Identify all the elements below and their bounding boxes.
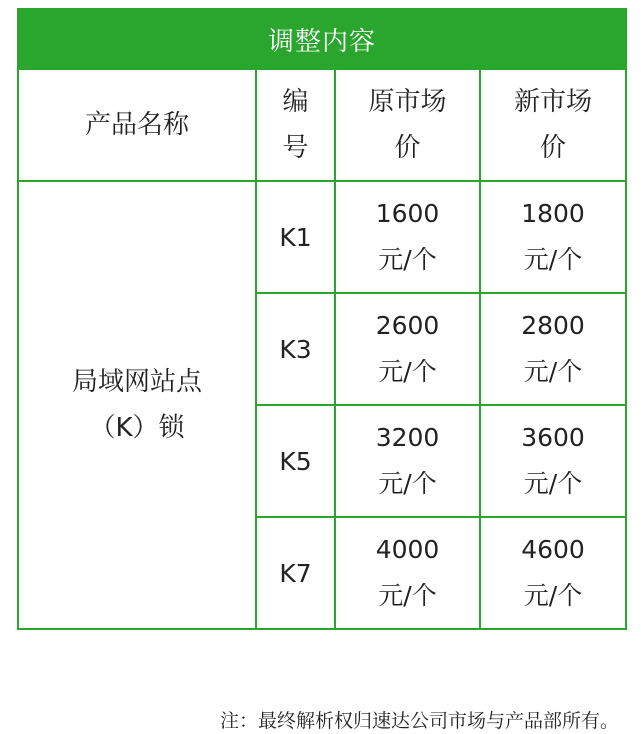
product-name-line2: （K）锁 [89,413,185,443]
header-old-price-line1: 原市场 [368,87,447,117]
new-price-value: 4600 [521,535,585,564]
code-cell: K5 [256,405,335,517]
new-price-unit: 元/个 [523,469,583,498]
price-adjustment-table [17,8,627,630]
new-price-value: 2800 [521,311,585,340]
product-name-cell [18,181,256,629]
code-cell: K3 [256,293,335,405]
table-header-row [18,69,626,181]
old-price-cell [335,181,480,293]
new-price-unit: 元/个 [523,357,583,386]
old-price-value: 2600 [375,311,440,340]
old-price-value: 1600 [375,199,440,228]
table-title-row [18,9,626,69]
new-price-value: 1800 [521,199,585,228]
old-price-unit: 元/个 [378,469,437,498]
old-price-value: 4000 [375,535,440,564]
old-price-unit: 元/个 [378,357,437,386]
table-row [18,181,626,293]
old-price-cell [335,517,480,629]
new-price-cell [480,517,626,629]
new-price-cell [480,293,626,405]
new-price-value: 3600 [521,423,585,452]
header-code [256,69,335,181]
old-price-value: 3200 [375,423,440,452]
header-new-price [480,69,626,181]
old-price-cell [335,293,480,405]
old-price-cell [335,405,480,517]
old-price-unit: 元/个 [378,245,437,274]
table-title: 调整内容 [18,9,626,69]
code-cell: K1 [256,181,335,293]
header-old-price [335,69,480,181]
code-cell: K7 [256,517,335,629]
header-new-price-line2: 价 [540,133,567,163]
header-new-price-line1: 新市场 [514,87,593,117]
header-old-price-line2: 价 [394,133,421,163]
old-price-unit: 元/个 [378,581,437,610]
header-code-line1: 编 [282,87,309,117]
header-product-name: 产品名称 [18,69,256,181]
product-name-line1: 局域网站点 [71,367,202,397]
footnote: 注：最终解析权归速达公司市场与产品部所有。 [219,710,619,732]
header-code-line2: 号 [282,133,309,163]
new-price-unit: 元/个 [523,245,583,274]
new-price-unit: 元/个 [523,581,583,610]
new-price-cell [480,405,626,517]
new-price-cell [480,181,626,293]
